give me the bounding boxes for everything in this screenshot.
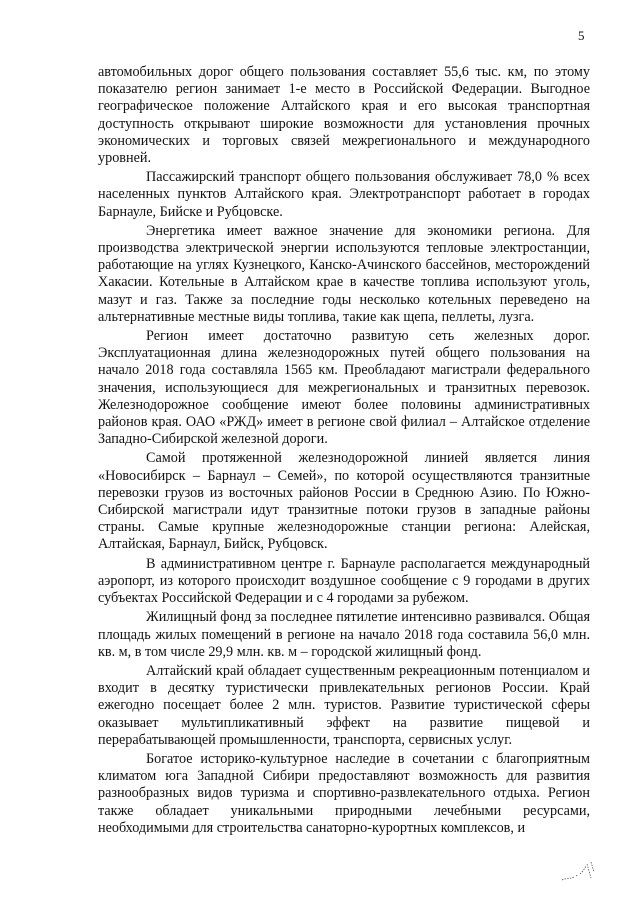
page-number: 5 <box>578 28 585 43</box>
signature-mark <box>558 858 598 886</box>
paragraph-1: автомобильных дорог общего пользования составляет 55,6 тыс. км, по этому показателю регион занимает 1-е место в Российской Федерации. Выгодное географическое положение Алтайского края и его высокая транспортная доступность открывают широкие возможности для установления прочных экономических и торговых связей межрегионального и международного уровней. <box>98 64 590 167</box>
paragraph-6: В административном центре г. Барнауле располагается международный аэропорт, из которого происходит воздушное сообщение с 9 городами в других субъектах Российской Федерации и с 4 городами за рубежом. <box>98 555 590 607</box>
paragraph-2: Пассажирский транспорт общего пользования обслуживает 78,0 % всех населенных пунктов Алтайского края. Электротранспорт работает в городах Барнауле, Бийске и Рубцовске. <box>98 169 590 220</box>
paragraph-8: Алтайский край обладает существенным рекреационным потенциалом и входит в десятку туристически привлекательных регионов России. Край ежегодно посещает более 2 млн. туристов. Развитие туристической сферы оказывает мультипликативный эффект на развитие пищевой и перерабатывающей промышленности, транспорта, сервисных услуг. <box>98 662 590 748</box>
paragraph-3: Энергетика имеет важное значение для экономики региона. Для производства электрической энергии используются тепловые электростанции, работающие на углях Кузнецкого, Канско-Ачинского бассейнов, месторождений Хакасии. Котельные в Алтайском крае в качестве топлива используют уголь, мазут и газ. Также за последние годы несколько котельных переведено на альтернативные местные виды топлива, такие как щепа, пеллеты, лузга. <box>98 222 590 325</box>
document-body <box>98 64 590 839</box>
paragraph-9: Богатое историко-культурное наследие в сочетании с благоприятным климатом юга Западной Сибири предоставляют возможность для развития разнообразных видов туризма и спортивно-развлекательного отдыха. Регион также обладает уникальными природными лечебными ресурсами, необходимыми для строительства санаторно-курортных комплексов, и <box>98 750 590 836</box>
paragraph-4: Регион имеет достаточно развитую сеть железных дорог. Эксплуатационная длина железнодорожных путей общего пользования на начало 2018 года составляла 1565 км. Преобладают магистрали федерального значения, использующиеся для межрегиональных и транзитных перевозок. Железнодорожное сообщение имеют более половины административных районов края. ОАО «РЖД» имеет в регионе свой филиал – Алтайское отделение Западно-Сибирской железной дороги. <box>98 328 590 448</box>
paragraph-7: Жилищный фонд за последнее пятилетие интенсивно развивался. Общая площадь жилых помещений в регионе на начало 2018 года составила 56,0 млн. кв. м, в том числе 29,9 млн. кв. м – городской жилищный фонд. <box>98 609 590 660</box>
paragraph-5: Самой протяженной железнодорожной линией является линия «Новосибирск – Барнаул – Семей», по которой осуществляются транзитные перевозки грузов из восточных районов России в Среднюю Азию. По Южно-Сибирской магистрали идут транзитные потоки грузов в западные районы страны. Самые крупные железнодорожные станции региона: Алейская, Алтайская, Барнаул, Бийск, Рубцовск. <box>98 450 590 553</box>
